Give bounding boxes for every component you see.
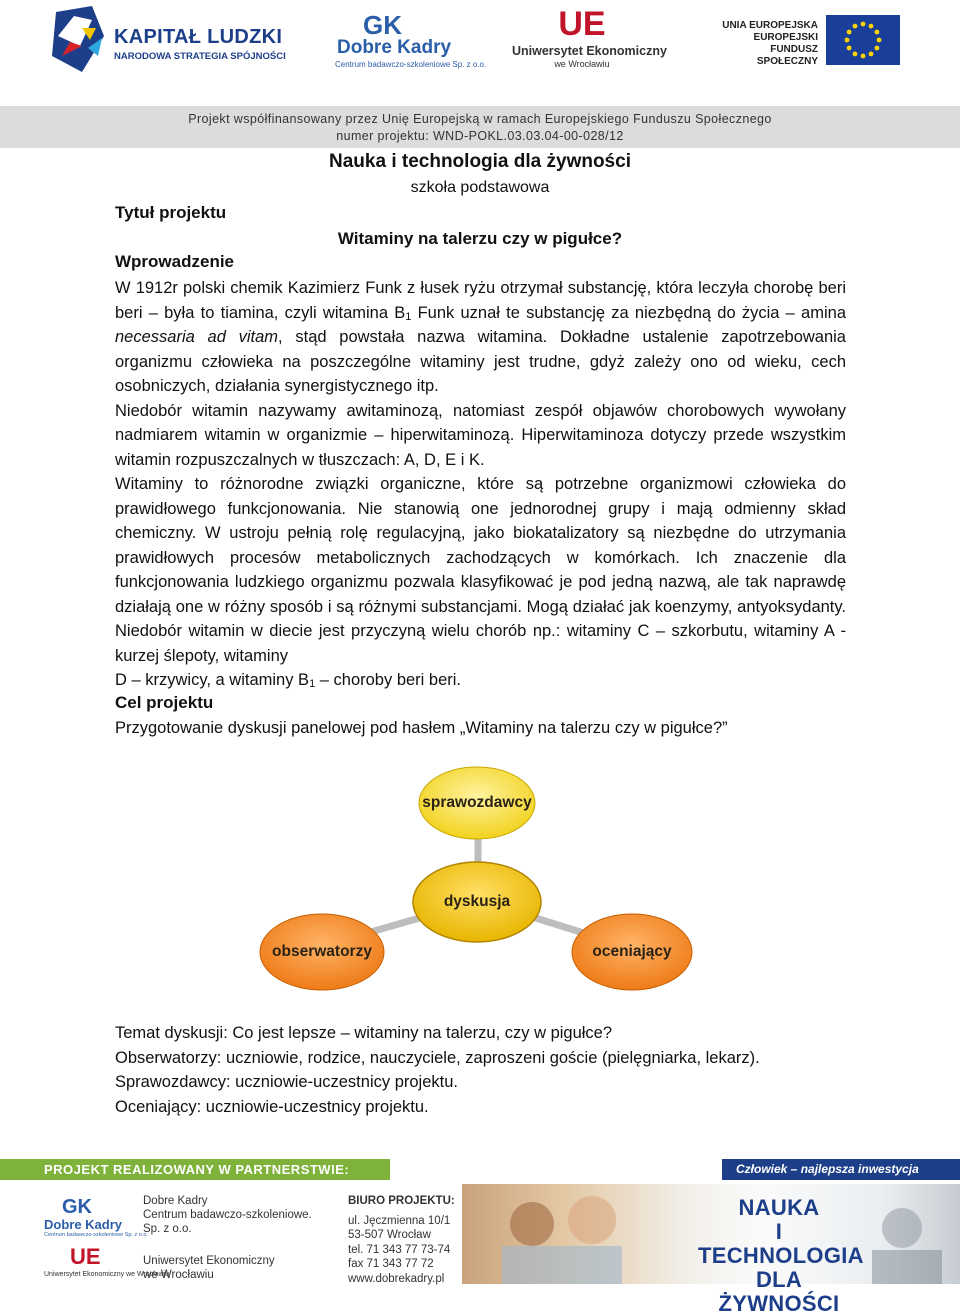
footer-ue-small: Uniwersytet Ekonomiczny we Wrocławiu xyxy=(44,1271,170,1278)
eu-star xyxy=(861,22,866,27)
intro-heading: Wprowadzenie xyxy=(115,252,235,271)
footer-dobre-kadry-logo xyxy=(44,1196,148,1238)
partner1-line2: Centrum badawczo-szkoleniowe. xyxy=(143,1209,312,1221)
ue-wroclaw-logo xyxy=(512,4,667,74)
nauka-logo xyxy=(698,1195,864,1316)
eu-line3: FUNDUSZ SPOŁECZNY xyxy=(756,44,818,67)
eu-star xyxy=(869,24,874,29)
header-logos xyxy=(0,0,960,105)
dobre-kadry-logo xyxy=(333,10,487,72)
goal-text: Przygotowanie dyskusji panelowej pod hasłem „Witaminy na talerzu czy w pigułce?” xyxy=(115,719,728,737)
slogan-bar: Człowiek – najlepsza inwestycja xyxy=(722,1159,960,1180)
office-label: BIURO PROJEKTU: xyxy=(348,1195,455,1207)
eu-star xyxy=(853,24,858,29)
discussion-topic: Temat dyskusji: Co jest lepsze – witaminy na talerzu, czy w pigułce? xyxy=(115,1024,613,1042)
partnership-bar: PROJEKT REALIZOWANY W PARTNERSTWIE: xyxy=(0,1159,390,1180)
partner1-line3: Sp. z o.o. xyxy=(143,1223,192,1235)
project-office xyxy=(348,1194,455,1286)
eu-star xyxy=(869,52,874,57)
kapital-ludzki-subtitle: NARODOWA STRATEGIA SPÓJNOŚCI xyxy=(114,51,286,62)
eu-star xyxy=(877,38,882,43)
footer-ue-logo xyxy=(44,1244,170,1284)
eu-star xyxy=(847,30,852,35)
discussion-reporters: Sprawozdawcy: uczniowie-uczestnicy projektu. xyxy=(115,1073,458,1091)
eu-star xyxy=(875,46,880,51)
bubble-dyskusja: dyskusja xyxy=(443,893,511,910)
footer-dk-mark: GK xyxy=(62,1196,92,1218)
dobre-kadry-subtitle: Centrum badawczo-szkoleniowe Sp. z o.o. xyxy=(335,60,487,69)
project-title: Witaminy na talerzu czy w pigułce? xyxy=(337,229,623,248)
footer-dk-title: Dobre Kadry xyxy=(44,1217,123,1232)
ue-city: we Wrocławiu xyxy=(554,59,610,69)
project-banner xyxy=(0,106,960,148)
kapital-ludzki-title: KAPITAŁ LUDZKI xyxy=(114,26,283,48)
eu-line1: UNIA EUROPEJSKA xyxy=(722,20,818,31)
bubble-obserwatorzy: obserwatorzy xyxy=(272,943,372,960)
intro-content xyxy=(115,276,846,693)
intro-paragraph-1: W 1912r polski chemik Kazimierz Funk z łusek ryżu otrzymał substancję, która leczyła chorobę beri beri – była to tiamina, czyli witamina $B_1$ Funk uznał te substancję za niezbędną do życia – amina necessaria ad vitam, stąd powstała nazwa witamina. Dokładne ustalenie zapotrzebowania organizmu człowieka na poszczególne witaminy jest trudne, gdyż zależy ono od wieku, cech osobniczych, działania synergistycznego itp. xyxy=(115,279,846,395)
eu-star xyxy=(845,38,850,43)
office-street: ul. Jęczmienna 10/1 xyxy=(348,1214,451,1227)
eu-star xyxy=(861,54,866,59)
kapital-ludzki-logo xyxy=(52,6,286,76)
office-phone: tel. 71 343 77 73-74 xyxy=(348,1243,451,1256)
intro-paragraph-2: Niedobór witamin nazywamy awitaminozą, natomiast zespół objawów chorobowych wywołany nadmiarem witamin w organizmie – hiperwitaminozą. Hiperwitaminoza dotyczy przede wszystkim witamin rozpuszczalnych w tłuszczach: A, D, E i K. xyxy=(115,401,846,469)
dobre-kadry-title: Dobre Kadry xyxy=(337,37,452,58)
nauka-line1: NAUKA xyxy=(738,1195,820,1220)
bubble-sprawozdawcy: sprawozdawcy xyxy=(422,794,532,811)
eu-star xyxy=(853,52,858,57)
nauka-line2: I TECHNOLOGIA xyxy=(698,1219,864,1268)
footer-ue-mark: UE xyxy=(70,1244,101,1269)
eu-star xyxy=(875,30,880,35)
eu-text xyxy=(712,20,818,68)
partner2-line1: Uniwersytet Ekonomiczny xyxy=(143,1255,275,1267)
discussion-observers: Obserwatorzy: uczniowie, rodzice, nauczyciele, zaproszeni goście (pielęgniarka, lekarz). xyxy=(115,1048,760,1067)
eu-line2: EUROPEJSKI xyxy=(753,32,818,43)
eu-flag-icon xyxy=(826,15,900,65)
office-website: www.dobrekadry.pl xyxy=(348,1272,445,1285)
office-city: 53-507 Wrocław xyxy=(348,1229,431,1241)
kapital-ludzki-emblem-icon xyxy=(52,6,110,72)
discussion-diagram xyxy=(240,765,710,995)
eu-logo xyxy=(712,14,902,66)
discussion-details xyxy=(115,1021,875,1119)
banner-line1: Projekt współfinansowany przez Unię Europejską w ramach Europejskiego Funduszu Społecznego xyxy=(188,112,772,126)
dobre-kadry-mark: GK xyxy=(363,10,402,40)
footer-partners xyxy=(143,1194,312,1282)
nauka-line3: DLA ŻYWNOŚCI xyxy=(718,1267,840,1316)
office-fax: fax 71 343 77 72 xyxy=(348,1258,434,1270)
intro-paragraph-3: Witaminy to różnorodne związki organiczne, które są potrzebne organizmowi człowieka do prawidłowego funkcjonowania. Nie stanowią one jednorodnej grupy i mają odmienny skład chemiczny. W ustroju pełnią rolę regulacyjną, jako biokatalizatory są niezbędne do utrzymania prawidłowych procesów metabolicznych zachodzących w komórkach. Ich znaczenie dla funkcjonowania ludzkiego organizmu pozwala klasyfikować je pod jedną nazwą, ale tak naprawdę działają one w różny sposób i są różnymi substancjami. Mogą działać jak koenzymy, antyoksydanty. Niedobór witamin w diecie jest przyczyną wielu chorób np.: witaminy C – szkorbutu, witaminy A - kurzej ślepoty, witaminy D – krzywicy, a witaminy $B_1$ – choroby beri beri. xyxy=(115,475,846,690)
footer-dk-small: Centrum badawczo-szkoleniowe Sp. z o.o. xyxy=(44,1232,148,1238)
eu-star xyxy=(847,46,852,51)
banner-line2: numer projektu: WND-POKL.03.03.04-00-028/12 xyxy=(336,129,624,143)
ue-title: Uniwersytet Ekonomiczny xyxy=(512,44,667,58)
partner1-line1: Dobre Kadry xyxy=(143,1195,208,1207)
partner2-line2: we Wrocławiu xyxy=(143,1269,214,1281)
school-level: szkoła podstawowa xyxy=(410,179,550,196)
document-title: Nauka i technologia dla żywności xyxy=(329,151,631,172)
goal-heading: Cel projektu xyxy=(115,693,214,712)
discussion-evaluators: Oceniający: uczniowie-uczestnicy projektu. xyxy=(115,1097,429,1116)
bubble-oceniajacy: oceniający xyxy=(592,943,672,960)
project-title-label: Tytuł projektu xyxy=(115,203,227,222)
ue-mark: UE xyxy=(558,5,606,43)
